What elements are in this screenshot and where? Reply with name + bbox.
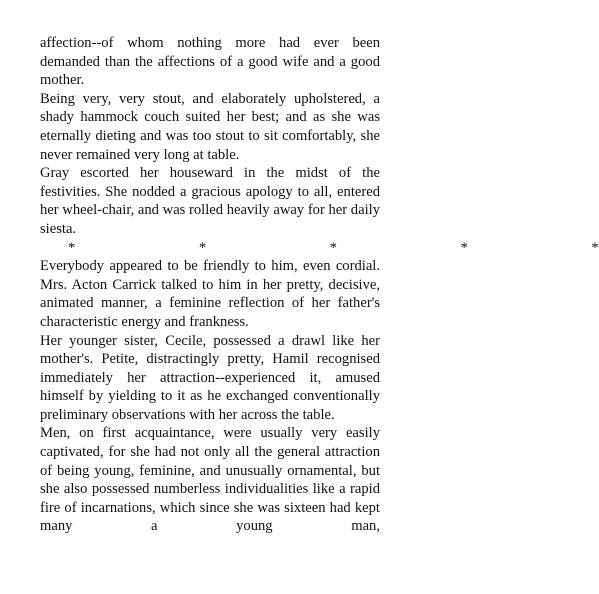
paragraph: Everybody appeared to be friendly to him, even cordial. Mrs. Acton Carrick talked to him in her pretty, decisive, animated manner, a feminine reflection of her father's characteristic energy and frankness. [40, 258, 380, 330]
paragraph: Men, on first acquaintance, were usually very easily captivated, for she had not only all the general attraction of being young, feminine, and unusually ornamental, but she also possessed numberless individualities like a rapid fire of incarnations, which since she was sixteen had kept many a young man, [40, 425, 380, 535]
paragraph: Her younger sister, Cecile, possessed a drawl like her mother's. Petite, distractingly pretty, Hamil recognised immediately her attraction--experienced it, amused himself by yielding to it as he exchanged conventionally preliminary observations with her across the table. [40, 332, 380, 423]
book-page [40, 34, 599, 536]
paragraph: Being very, very stout, and elaborately upholstered, a shady hammock couch suited her best; and as she was eternally dieting and was too stout to sit comfortably, she never remained very long at table. [40, 90, 380, 163]
section-separator: * * * * * [68, 239, 599, 256]
paragraph: Gray escorted her houseward in the midst of the festivities. She nodded a gracious apology to all, entered her wheel-chair, and was rolled heavily away for her daily siesta. [40, 165, 380, 237]
paragraph: affection--of whom nothing more had ever been demanded than the affections of a good wife and a good mother. [40, 35, 380, 89]
